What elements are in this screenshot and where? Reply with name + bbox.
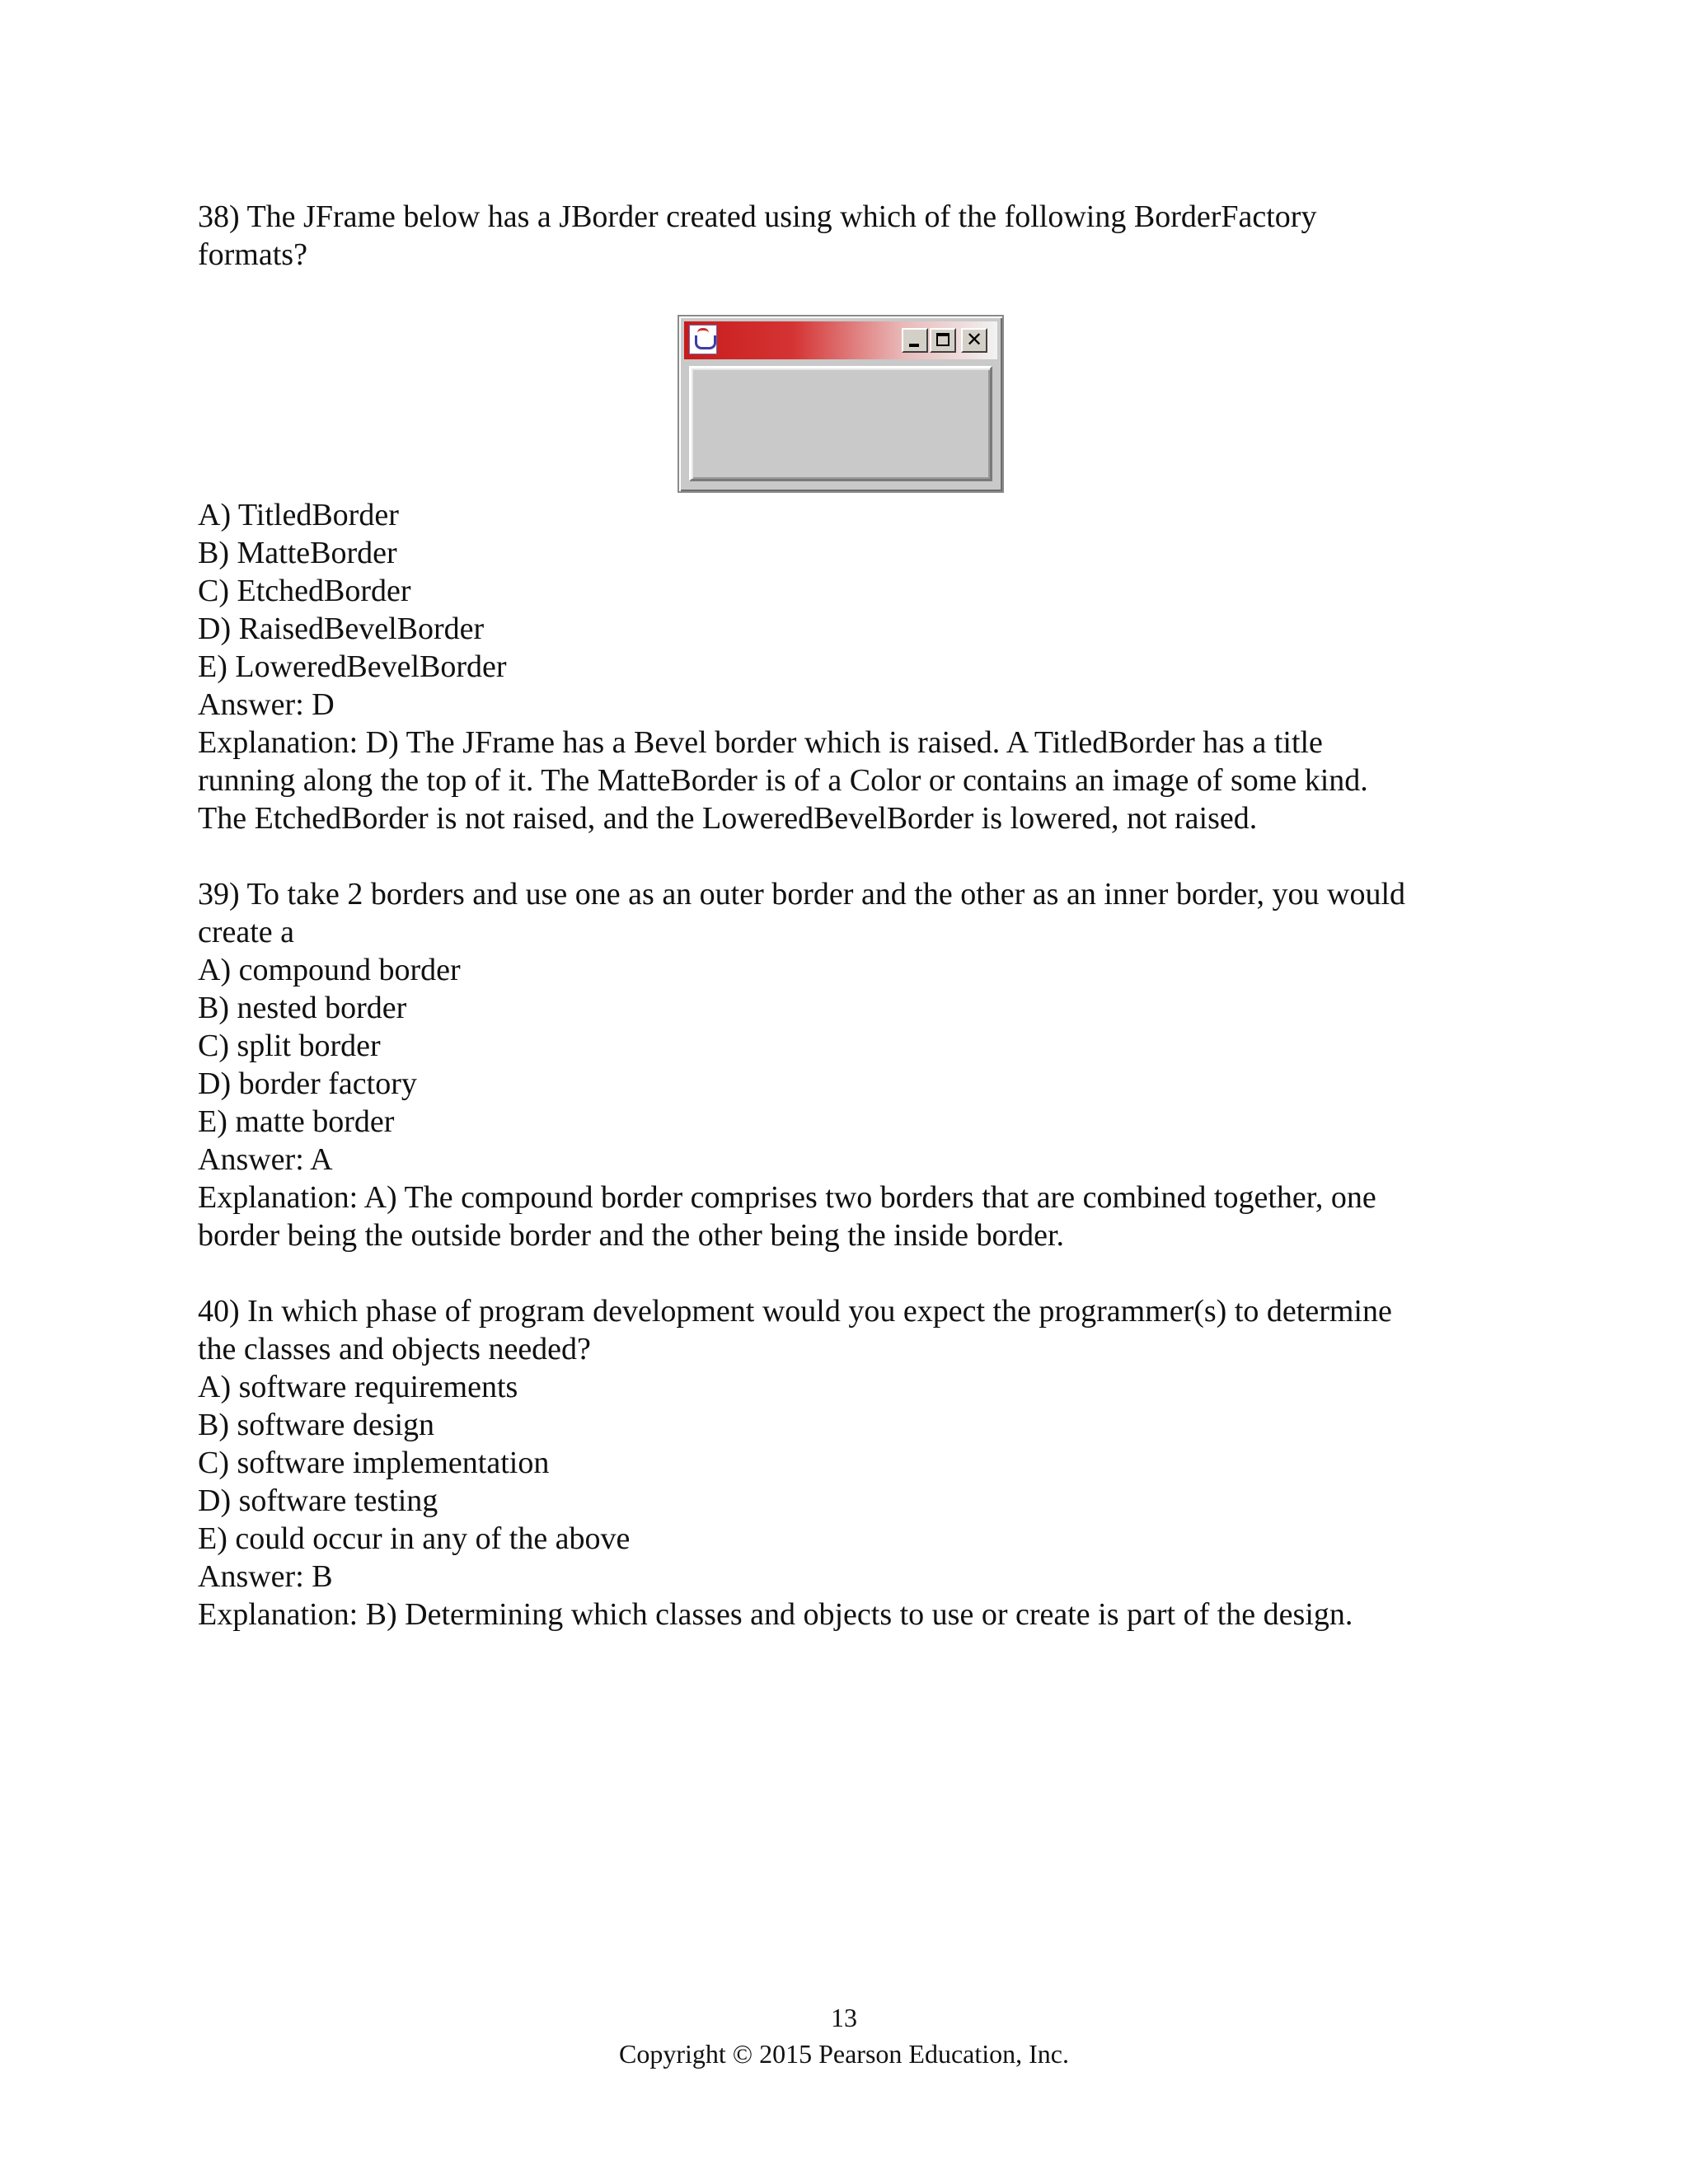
answer: Answer: D [198, 687, 335, 722]
option-e: E) matte border [198, 1104, 395, 1139]
option-b: B) software design [198, 1408, 435, 1442]
answer: Answer: B [198, 1559, 333, 1594]
option-c: C) software implementation [198, 1446, 550, 1480]
option-c: C) split border [198, 1029, 381, 1063]
option-a: A) TitledBorder [198, 498, 399, 532]
option-d: D) software testing [198, 1483, 438, 1518]
question-38-stem [198, 198, 1500, 274]
question-text: 40) In which phase of program development would you expect the programmer(s) to determine [198, 1294, 1392, 1329]
question-text: 39) To take 2 borders and use one as an outer border and the other as an inner border, you would [198, 877, 1406, 912]
explanation: Explanation: B) Determining which classes and objects to use or create is part of the design. [198, 1597, 1353, 1632]
option-d: D) RaisedBevelBorder [198, 612, 485, 646]
jframe-content-pane-raised-bevel [689, 366, 992, 481]
question-38-body [198, 496, 1500, 837]
explanation: Explanation: D) The JFrame has a Bevel border which is raised. A TitledBorder has a title [198, 725, 1323, 760]
java-cup-icon [689, 325, 717, 354]
option-a: A) software requirements [198, 1370, 518, 1404]
minimize-icon [902, 328, 928, 353]
option-e: E) LoweredBevelBorder [198, 649, 507, 684]
option-c: C) EtchedBorder [198, 574, 411, 608]
page-number: 13 [831, 2003, 857, 2032]
question-text: formats? [198, 237, 307, 272]
option-a: A) compound border [198, 953, 461, 987]
question-text: 38) The JFrame below has a JBorder created using which of the following BorderFactory [198, 199, 1317, 234]
option-b: B) nested border [198, 991, 407, 1025]
question-text: the classes and objects needed? [198, 1332, 591, 1366]
maximize-icon [930, 328, 956, 353]
option-d: D) border factory [198, 1066, 417, 1101]
question-40 [198, 1292, 1500, 1633]
answer: Answer: A [198, 1142, 333, 1177]
question-39 [198, 875, 1500, 1254]
copyright-notice: Copyright © 2015 Pearson Education, Inc. [619, 2039, 1069, 2069]
close-icon: ✕ [961, 328, 987, 353]
explanation: running along the top of it. The MatteBorder is of a Color or contains an image of some kind. [198, 763, 1368, 798]
jframe-titlebar [684, 321, 997, 359]
explanation: border being the outside border and the other being the inside border. [198, 1218, 1065, 1253]
explanation: Explanation: A) The compound border comprises two borders that are combined together, one [198, 1180, 1376, 1215]
question-text: create a [198, 915, 295, 949]
jframe-figure [678, 315, 1004, 493]
explanation: The EtchedBorder is not raised, and the LoweredBevelBorder is lowered, not raised. [198, 801, 1258, 836]
option-e: E) could occur in any of the above [198, 1521, 631, 1556]
option-b: B) MatteBorder [198, 536, 397, 570]
